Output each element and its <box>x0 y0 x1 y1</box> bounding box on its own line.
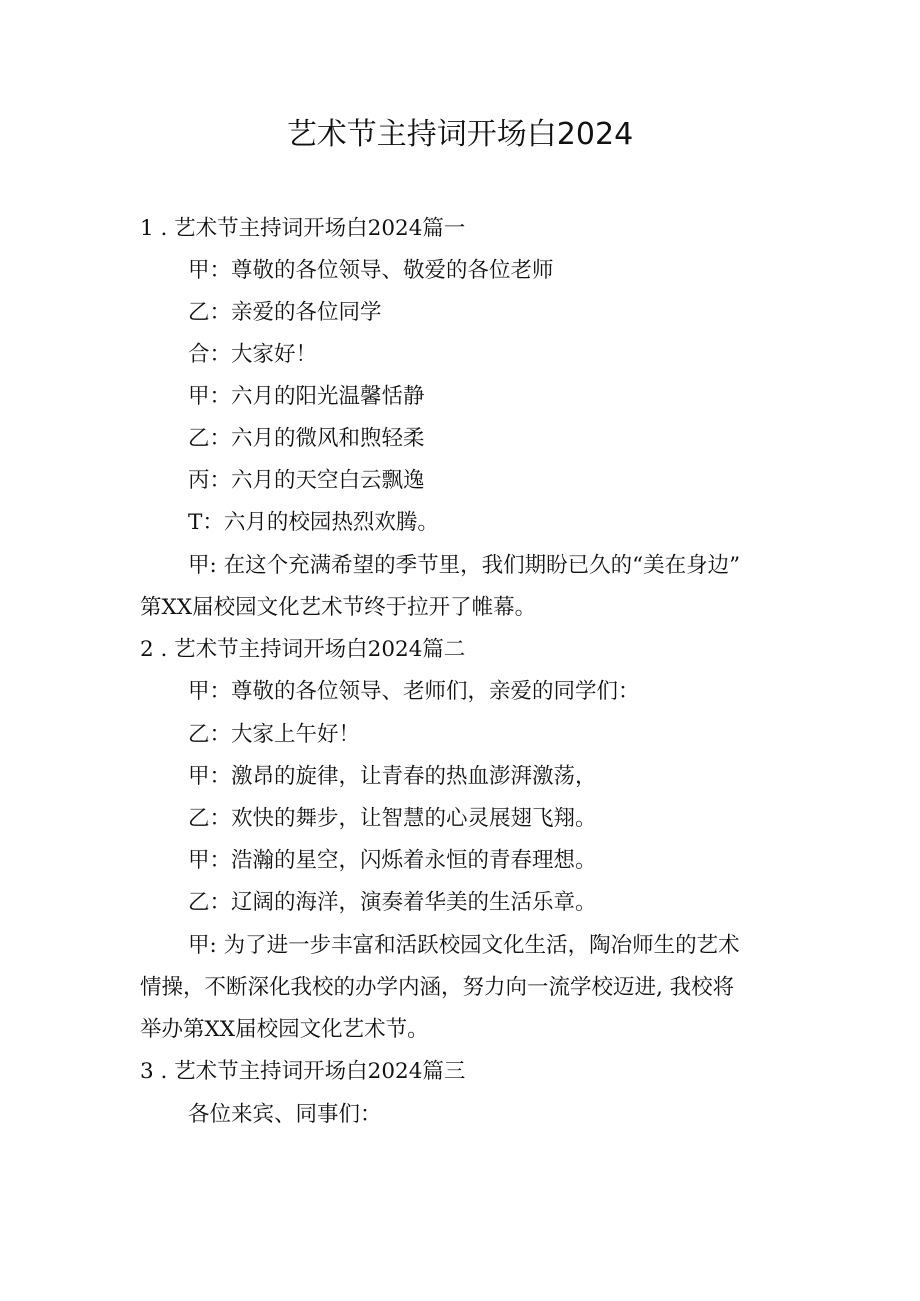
dialogue-line: 甲：浩瀚的星空，闪烁着永恒的青春理想。 <box>188 848 597 873</box>
dialogue-line: 甲：尊敬的各位领导、敬爱的各位老师 <box>188 258 554 283</box>
dialogue-line: 乙：大家上午好！ <box>188 722 361 747</box>
section-heading: 1 . 艺术节主持词开场白2024篇一 <box>140 216 466 241</box>
dialogue-line-continued: 举办第XX届校园文化艺术节。 <box>140 1017 429 1042</box>
dialogue-line: 甲：尊敬的各位领导、老师们，亲爱的同学们： <box>188 679 640 704</box>
dialogue-line: 甲: 在这个充满希望的季节里，我们期盼已久的“美在身边” <box>188 553 741 578</box>
dialogue-line: 丙：六月的天空白云飘逸 <box>188 468 425 493</box>
dialogue-line-continued: 第XX届校园文化艺术节终于拉开了帷幕。 <box>140 595 537 620</box>
section-heading: 2 . 艺术节主持词开场白2024篇二 <box>140 637 466 662</box>
section-heading: 3 . 艺术节主持词开场白2024篇三 <box>140 1059 466 1084</box>
dialogue-line: 乙：辽阔的海洋，演奏着华美的生活乐章。 <box>188 890 597 915</box>
dialogue-line: 合：大家好！ <box>188 342 318 367</box>
document-title: 艺术节主持词开场白2024 <box>286 117 634 152</box>
dialogue-line: 乙：六月的微风和煦轻柔 <box>188 426 425 451</box>
dialogue-line: 甲: 为了进一步丰富和活跃校园文化生活，陶冶师生的艺术 <box>188 933 740 958</box>
dialogue-line-continued: 情操，不断深化我校的办学内涵，努力向一流学校迈进, 我校将 <box>140 975 735 1000</box>
dialogue-line: 乙：亲爱的各位同学 <box>188 300 382 325</box>
dialogue-line: T：六月的校园热烈欢腾。 <box>188 510 439 535</box>
dialogue-line: 甲：激昂的旋律，让青春的热血澎湃激荡， <box>188 764 597 789</box>
dialogue-line: 甲：六月的阳光温馨恬静 <box>188 384 425 409</box>
dialogue-line: 各位来宾、同事们： <box>188 1102 382 1127</box>
dialogue-line: 乙：欢快的舞步，让智慧的心灵展翅飞翔。 <box>188 806 597 831</box>
